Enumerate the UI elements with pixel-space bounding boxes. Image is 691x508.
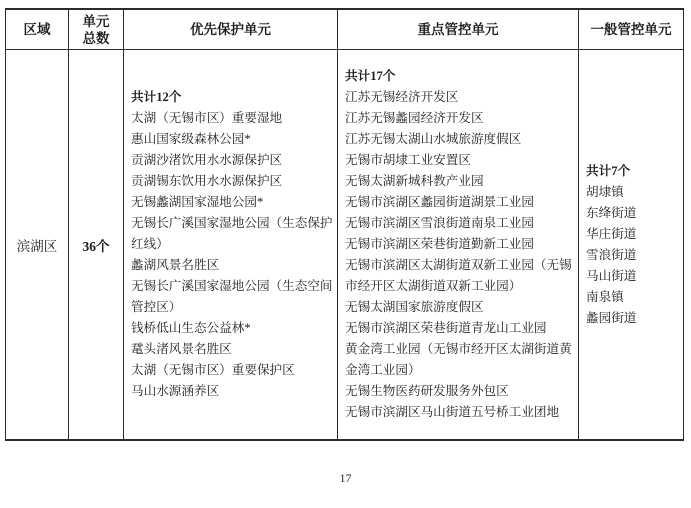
key-control-units-list [345,87,574,423]
list-item: 无锡市胡埭工业安置区 [345,153,471,167]
list-item: 蠡园街道 [586,310,637,325]
list-item: 江苏无锡太湖山水城旅游度假区 [345,132,522,146]
list-item: 东绛街道 [586,205,637,220]
header-cell-general-control-units [579,10,683,49]
list-item: 南泉镇 [586,289,624,304]
header-label-general-control-units: 一般管控单元 [590,22,672,37]
list-item: 无锡市滨湖区太湖街道双新工业园（无锡市经开区太湖街道双新工业园） [345,258,572,293]
header-label-unit-total: 单元总数 [82,13,110,46]
priority-units-count: 共计12个 [131,90,182,104]
list-item: 马山水源涵养区 [131,384,220,398]
header-cell-priority-units [124,10,338,49]
header-label-priority-units: 优先保护单元 [190,22,271,37]
list-item: 无锡蠡湖国家湿地公园* [131,195,264,209]
region-name: 滨湖区 [16,238,58,254]
list-item: 鼋头渚风景名胜区 [131,342,232,356]
list-item: 华庄街道 [586,226,637,241]
list-item: 江苏无锡蠡园经济开发区 [345,111,484,125]
priority-units-cell [124,50,338,439]
unit-total-cell [69,50,124,439]
region-cell [6,50,69,439]
list-item: 无锡太湖国家旅游度假区 [345,300,484,314]
list-item: 胡埭镇 [586,184,624,199]
list-item: 钱桥低山生态公益林* [131,321,251,335]
list-item: 贡湖锡东饮用水水源保护区 [131,174,283,188]
list-item: 无锡市滨湖区雪浪街道南泉工业园 [345,216,534,230]
list-item: 无锡市滨湖区荣巷街道勤新工业园 [345,237,534,251]
header-label-key-control-units: 重点管控单元 [417,22,499,37]
list-item: 太湖（无锡市区）重要保护区 [131,363,295,377]
page-number: 17 [339,471,352,485]
control-units-table [5,8,684,441]
header-cell-region [6,10,69,49]
list-item: 无锡生物医药研发服务外包区 [345,384,509,398]
header-cell-unit-total [69,10,124,49]
list-item: 贡湖沙渚饮用水水源保护区 [131,153,283,167]
list-item: 无锡市滨湖区荣巷街道青龙山工业园 [345,321,547,335]
list-item: 无锡长广溪国家湿地公园（生态空间管控区） [131,279,333,314]
priority-units-list [131,108,333,402]
header-cell-key-control-units [338,10,579,49]
general-control-units-count: 共计7个 [586,163,631,178]
key-control-units-count: 共计17个 [345,69,396,83]
general-control-units-list [586,182,679,329]
key-control-units-cell [338,50,579,439]
list-item: 无锡长广溪国家湿地公园（生态保护红线） [131,216,333,251]
list-item: 雪浪街道 [586,247,637,262]
list-item: 无锡市滨湖区蠡园街道湖景工业园 [345,195,534,209]
general-control-units-cell [579,50,683,439]
table-header-row [6,10,683,50]
list-item: 马山街道 [586,268,637,283]
list-item: 无锡市滨湖区马山街道五号桥工业团地 [345,405,560,419]
unit-total-value: 36个 [82,238,110,254]
list-item: 蠡湖风景名胜区 [131,258,220,272]
list-item: 无锡太湖新城科教产业园 [345,174,484,188]
list-item: 太湖（无锡市区）重要湿地 [131,111,283,125]
list-item: 惠山国家级森林公园* [131,132,251,146]
list-item: 黄金湾工业园（无锡市经开区太湖街道黄金湾工业园） [345,342,572,377]
header-label-region: 区域 [23,22,51,37]
list-item: 江苏无锡经济开发区 [345,90,459,104]
table-row [6,50,683,439]
